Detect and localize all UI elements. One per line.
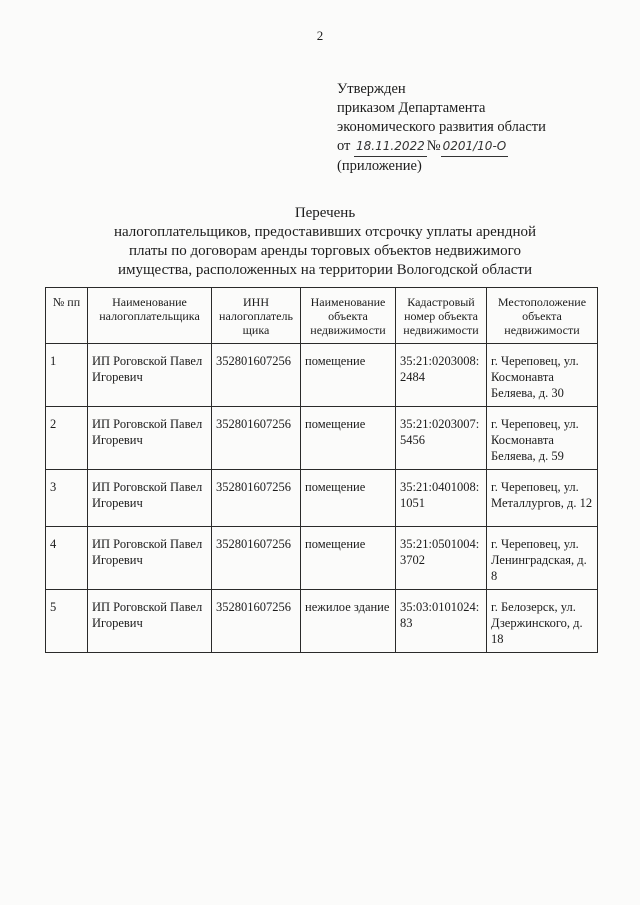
title-heading: Перечень	[294, 205, 356, 221]
cell-cadastral-number: 35:21:0203007: 5456	[396, 407, 487, 470]
cell-number: 1	[46, 344, 88, 407]
cell-taxpayer-name: ИП Роговской Павел Игоревич	[88, 470, 212, 527]
cell-taxpayer-name: ИП Роговской Павел Игоревич	[88, 590, 212, 653]
header-inn: ИНН налогоплатель щика	[212, 288, 301, 344]
cell-object-name: помещение	[301, 407, 396, 470]
cell-location: г. Череповец, ул. Металлургов, д. 12	[487, 470, 598, 527]
cell-inn: 352801607256	[212, 527, 301, 590]
title-line-1: налогоплательщиков, предоставивших отсрочку уплаты арендной	[113, 224, 537, 240]
cell-cadastral-number: 35:21:0501004: 3702	[396, 527, 487, 590]
header-location: Местоположение объекта недвижимости	[487, 288, 598, 344]
header-cadastral-number: Кадастровый номер объекта недвижимости	[396, 288, 487, 344]
header-number: № пп	[46, 288, 88, 344]
approval-block	[337, 80, 546, 176]
cell-object-name: помещение	[301, 527, 396, 590]
page-number: 2	[316, 28, 324, 43]
table-header-row	[46, 288, 598, 344]
handwritten-order-number: 0201/10-О	[441, 137, 509, 157]
taxpayer-table	[45, 287, 598, 653]
approval-line-department: экономического развития области	[337, 119, 546, 135]
cell-inn: 352801607256	[212, 344, 301, 407]
cell-cadastral-number: 35:21:0203008: 2484	[396, 344, 487, 407]
header-object-name: Наименование объекта недвижимости	[301, 288, 396, 344]
table-row	[46, 527, 598, 590]
approval-line-approved: Утвержден	[337, 81, 406, 97]
title-line-3: имущества, расположенных на территории Вологодской области	[117, 262, 533, 278]
cell-cadastral-number: 35:21:0401008: 1051	[396, 470, 487, 527]
cell-number: 3	[46, 470, 88, 527]
cell-number: 5	[46, 590, 88, 653]
cell-object-name: помещение	[301, 344, 396, 407]
cell-location: г. Череповец, ул. Космонавта Беляева, д. 59	[487, 407, 598, 470]
cell-taxpayer-name: ИП Роговской Павел Игоревич	[88, 407, 212, 470]
cell-inn: 352801607256	[212, 470, 301, 527]
cell-inn: 352801607256	[212, 590, 301, 653]
approval-date-line	[337, 137, 546, 157]
cell-location: г. Белозерск, ул. Дзержинского, д. 18	[487, 590, 598, 653]
number-sign: №	[426, 138, 441, 154]
cell-inn: 352801607256	[212, 407, 301, 470]
cell-location: г. Череповец, ул. Космонавта Беляева, д. 30	[487, 344, 598, 407]
table-row	[46, 470, 598, 527]
approval-line-order: приказом Департамента	[337, 100, 486, 116]
cell-taxpayer-name: ИП Роговской Павел Игоревич	[88, 344, 212, 407]
handwritten-date: 18.11.2022	[354, 137, 427, 157]
cell-location: г. Череповец, ул. Ленинградская, д. 8	[487, 527, 598, 590]
table-row	[46, 344, 598, 407]
table-row	[46, 407, 598, 470]
cell-object-name: нежилое здание	[301, 590, 396, 653]
title-line-2: платы по договорам аренды торговых объектов недвижимого	[129, 243, 521, 259]
date-prefix: от	[337, 138, 351, 154]
cell-cadastral-number: 35:03:0101024: 83	[396, 590, 487, 653]
cell-number: 2	[46, 407, 88, 470]
table-row	[46, 590, 598, 653]
cell-object-name: помещение	[301, 470, 396, 527]
approval-line-appendix: (приложение)	[337, 158, 422, 174]
cell-number: 4	[46, 527, 88, 590]
header-taxpayer-name: Наименование налогоплательщика	[88, 288, 212, 344]
document-title	[90, 204, 560, 280]
cell-taxpayer-name: ИП Роговской Павел Игоревич	[88, 527, 212, 590]
